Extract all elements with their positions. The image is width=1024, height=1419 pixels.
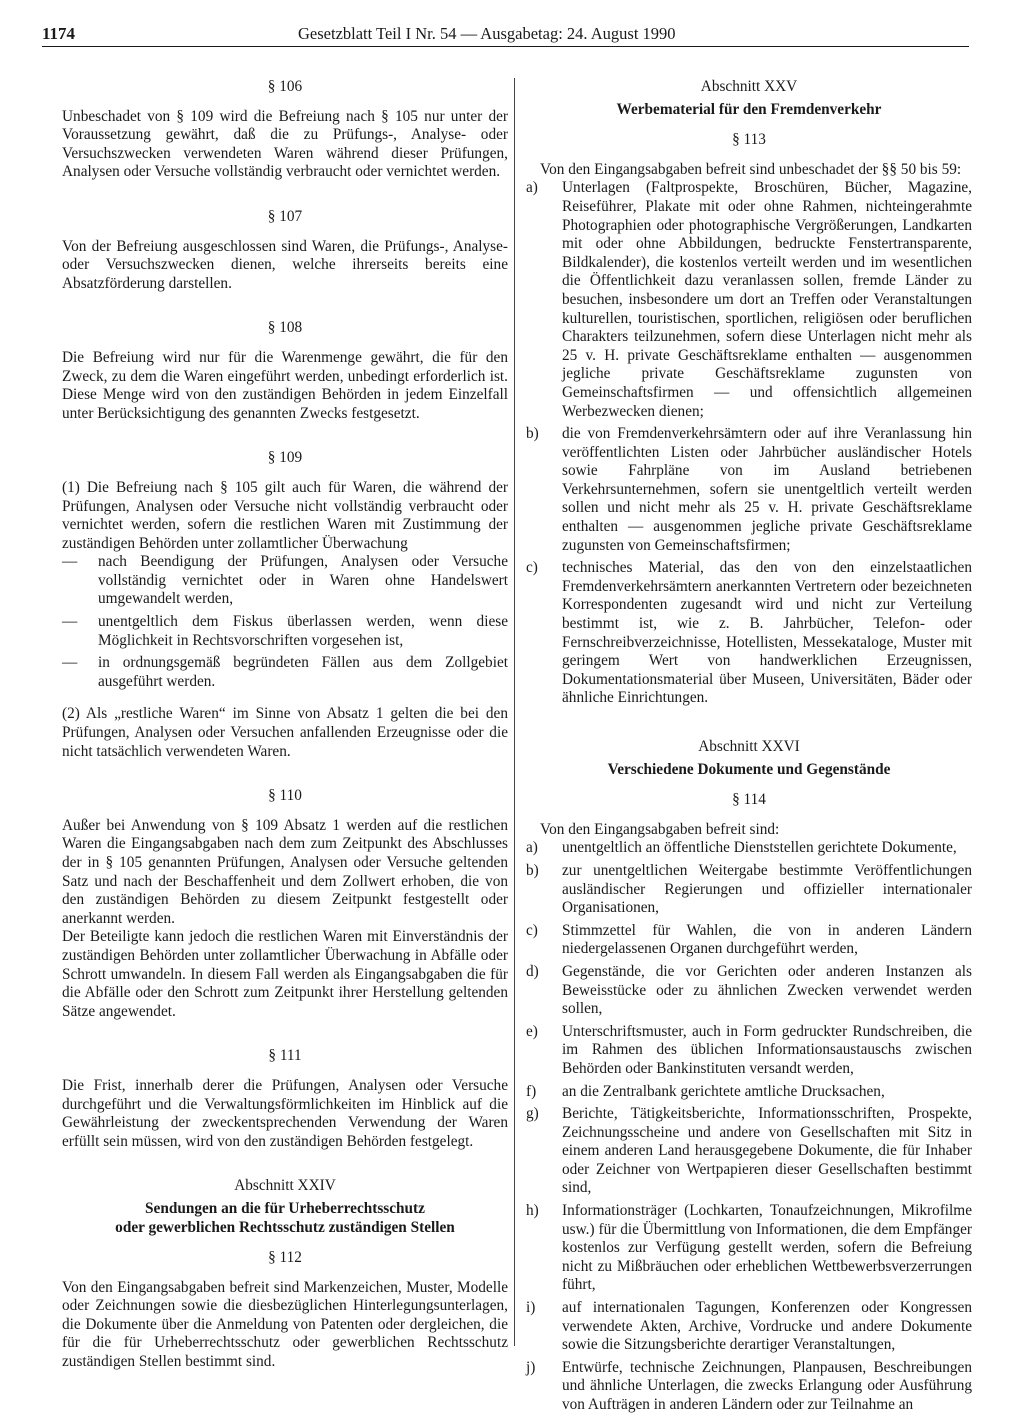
- enum-item: [526, 1299, 972, 1355]
- enum-item: [526, 1202, 972, 1295]
- enum-text: Unterschriftsmuster, auch in Form gedruckter Rundschreiben, die im Rahmen des üblichen Informationsaustauschs zwischen Behörden oder Bankinstituten versandt werden,: [562, 1022, 972, 1077]
- enum-label: i): [526, 1299, 536, 1317]
- enum-text: Unterlagen (Faltprospekte, Broschüren, Bücher, Magazine, Reiseführer, Plakate mit oder ohne Rahmen, nichteingerahmte Photographien oder photographische Vergrößerungen, Landkarten mit oder ohne Abbildungen, bedruckte Fenstertransparente, Bildkalender), die kostenlos verteilt werden und im wesentlichen die Öffentlichkeit dazu veranlassen sollen, fremde Länder zu besuchen, insbesondere um dort an Treffen oder Veranstaltungen kulturellen, touristischen, sportlichen, religiösen oder beruflichen Charakters teilzunehmen, sofern diese Unterlagen nicht mehr als 25 v. H. private Geschäftsreklame enthalten — ausgenommen jegliche private Geschäftsreklame zugunsten von Gemeinschaftsfirmen — und offensichtlich allgemeinen Werbezwecken dienen;: [562, 179, 972, 420]
- left-column: [62, 78, 508, 1372]
- section-text: Von den Eingangsabgaben befreit sind Markenzeichen, Muster, Modelle oder Zeichnungen sowie die diesbezüglichen Hinterlegungsunterlagen, die Dokumente über die Anmeldung von Patenten oder dergleichen, die für die für Urheberrechtsschutz oder gewerblichen Rechtsschutz zuständigen Stellen bestimmt sind.: [62, 1278, 508, 1371]
- right-column: [526, 78, 972, 1419]
- enum-label: c): [526, 559, 538, 577]
- enum-item: [526, 425, 972, 555]
- enum-item: [526, 1023, 972, 1079]
- enum-label: j): [526, 1358, 536, 1376]
- section-heading: § 107: [267, 207, 303, 225]
- dash-marker: —: [62, 613, 78, 631]
- enum-label: f): [526, 1082, 537, 1100]
- enum-text: auf internationalen Tagungen, Konferenzen oder Kongressen verwendete Akten, Archive, Vordrucke und andere Dokumente sowie die Sitzungsberichte derartiger Veranstaltungen,: [562, 1299, 972, 1354]
- dash-marker: —: [62, 553, 78, 571]
- enum-label: a): [526, 839, 538, 857]
- abschnitt-label: Abschnitt XXVI: [698, 738, 800, 755]
- section-intro: Von den Eingangsabgaben befreit sind:: [540, 820, 780, 838]
- enum-label: d): [526, 962, 539, 980]
- enum-item: [526, 839, 972, 858]
- section-paragraph: Der Beteiligte kann jedoch die restlichen Waren mit Einverständnis der zuständigen Behörden unter zollamtlicher Überwachung in Abfälle oder Schrott umwandeln. In diesem Fall werden als Eingangsabgaben die für die Abfälle oder den Schrott zum Zeitpunkt ihrer Herstellung geltenden Sätze angewendet.: [62, 928, 508, 1020]
- enum-text: an die Zentralbank gerichtete amtliche Drucksachen,: [562, 1082, 885, 1100]
- enum-text: die von Fremdenverkehrsämtern oder auf ihre Veranlassung hin veröffentlichten Listen oder Jahrbücher ausländischer Hotels sowie Fahrpläne von im Ausland betriebenen Verkehrsunternehmen, sofern sie unentgeltlich verteilt werden sollen und nicht mehr als 25 v. H. private Geschäftsreklame enthalten — ausgenommen jegliche private Geschäftsreklame zugunsten von Gemeinschaftsfirmen;: [562, 425, 972, 554]
- bullet-text: unentgeltlich dem Fiskus überlassen werden, wenn diese Möglichkeit in Rechtsvorschriften vorgesehen ist,: [98, 613, 508, 649]
- page-number: 1174: [42, 24, 76, 43]
- page-header: [42, 24, 969, 47]
- header-title: Gesetzblatt Teil I Nr. 54 — Ausgabetag: 24. August 1990: [298, 24, 676, 43]
- enum-item: [526, 1105, 972, 1198]
- enum-text: Stimmzettel für Wahlen, die von in anderen Ländern niedergelassenen Organen durchgeführt werden,: [562, 921, 972, 958]
- enum-text: Gegenstände, die vor Gerichten oder anderen Instanzen als Beweisstücke oder zu ähnlichen Zwecken verwendet werden sollen,: [562, 962, 972, 1018]
- enum-text: zur unentgeltlichen Weitergabe bestimmte Veröffentlichungen ausländischer Regierungen und offizieller internationaler Organisationen,: [562, 861, 972, 917]
- enum-item: [526, 963, 972, 1019]
- section-text: Von der Befreiung ausgeschlossen sind Waren, die Prüfungs-, Analyse- oder Versuchszwecken dienen, welche ihrerseits bereits eine Absatzförderung darstellen.: [62, 237, 508, 292]
- enum-label: a): [526, 179, 538, 197]
- enum-item: [526, 922, 972, 959]
- dash-marker: —: [62, 654, 78, 672]
- section-heading: § 113: [732, 131, 766, 149]
- enum-label: e): [526, 1022, 538, 1040]
- enum-item: [526, 1083, 972, 1102]
- enum-text: Berichte, Tätigkeitsberichte, Informationsschriften, Prospekte, Zeichnungsscheine und andere von Gesellschaften mit Sitz in einem anderen Land herausgegebene Dokumente, die für Inhaber oder Zeichner von Wertpapieren dieser Gesellschaften bestimmt sind,: [562, 1105, 972, 1197]
- abschnitt-title: Sendungen an die für Urheberrechtsschutz: [145, 1199, 425, 1217]
- enum-item: [526, 862, 972, 918]
- enum-label: b): [526, 861, 539, 879]
- enum-item: [526, 559, 972, 708]
- abschnitt-label: Abschnitt XXV: [700, 78, 798, 95]
- bullet-list: [62, 553, 508, 691]
- bullet-text: in ordnungsgemäß begründeten Fällen aus dem Zollgebiet ausgeführt werden.: [98, 654, 508, 690]
- section-heading: § 109: [267, 449, 303, 467]
- bullet-item: [62, 553, 508, 609]
- section-heading: § 111: [268, 1047, 302, 1065]
- enum-text: unentgeltlich an öffentliche Dienststellen gerichtete Dokumente,: [562, 839, 957, 857]
- abschnitt-title: oder gewerblichen Rechtsschutz zuständigen Stellen: [115, 1218, 455, 1236]
- section-heading: § 106: [267, 78, 303, 95]
- enum-label: b): [526, 425, 539, 443]
- section-heading: § 114: [732, 791, 766, 809]
- abschnitt-title: Werbematerial für den Fremdenverkehr: [616, 100, 882, 118]
- section-text: Die Befreiung wird nur für die Warenmenge gewährt, die für den Zweck, zu dem die Waren eingeführt werden, unbedingt erforderlich ist. Diese Menge wird von den zuständigen Behörden in jedem Einzelfall unter Berücksichtigung des genannten Zwecks festgesetzt.: [62, 348, 508, 422]
- abschnitt-label: Abschnitt XXIV: [234, 1177, 336, 1195]
- column-divider: [514, 78, 515, 1346]
- enum-text: Entwürfe, technische Zeichnungen, Planpausen, Beschreibungen und ähnliche Unterlagen, die zwecks Erlangung oder Ausführung von Aufträgen in anderen Ländern oder zur Teilnahme an: [562, 1358, 972, 1413]
- section-heading: § 110: [268, 787, 302, 805]
- bullet-item: [62, 613, 508, 650]
- bullet-text: nach Beendigung der Prüfungen, Analysen oder Versuche vollständig vernichtet oder in Waren ohne Handelswert umgewandelt werden,: [98, 553, 508, 608]
- abschnitt-title: Verschiedene Dokumente und Gegenstände: [607, 760, 891, 778]
- section-intro: Von den Eingangsabgaben befreit sind unbeschadet der §§ 50 bis 59:: [540, 160, 962, 178]
- enum-text: Informationsträger (Lochkarten, Tonaufzeichnungen, Mikrofilme usw.) für die Übermittlung von Informationen, die dem Empfänger kostenlos zur Verfügung gestellt werden, sofern die Befreiung nicht zu Mißbräuchen oder erheblichen Wettbewerbsverzerrungen führt,: [562, 1202, 972, 1294]
- section-paragraph: (2) Als „restliche Waren“ im Sinne von Absatz 1 gelten die bei den Prüfungen, Analysen oder Versuchen anfallenden Erzeugnisse oder die nicht tatsächlich verwendeten Waren.: [62, 705, 508, 760]
- section-paragraph: (1) Die Befreiung nach § 105 gilt auch für Waren, die während der Prüfungen, Analysen oder Versuche nicht vollständig verbraucht oder vernichtet werden, sofern die restlichen Waren mit Zustimmung der zuständigen Behörden unter zollamtlicher Überwachung: [62, 478, 508, 552]
- enum-label: c): [526, 921, 538, 939]
- enum-text: technisches Material, das den von den einzelstaatlichen Fremdenverkehrsämtern anerkannten Vertretern oder bezeichneten Korrespondenten zugesandt wird und nicht zur Verteilung bestimmt ist, wie z. B. Jahrbücher, Telefon- oder Fernschreibverzeichnisse, Hotellisten, Messekataloge, Muster mit geringem Wert von handwerklichen Erzeugnissen, Dokumentationsmaterial über Museen, Universitäten, Bäder oder ähnliche Einrichtungen.: [562, 559, 972, 707]
- section-heading: § 108: [267, 319, 303, 337]
- section-paragraph: Außer bei Anwendung von § 109 Absatz 1 werden auf die restlichen Waren die Eingangsabgaben nach dem zum Zeitpunkt des Abschlusses der in § 105 genannten Prüfungen, Analysen oder Versuche geltenden Satz und nach der Beschaffenheit und dem Zollwert erhoben, die von den zuständigen Behörden zu diesem Zeitpunkt festgestellt oder anerkannt werden.: [62, 816, 508, 927]
- bullet-item: [62, 654, 508, 691]
- enum-item: [526, 179, 972, 421]
- section-text: Die Frist, innerhalb derer die Prüfungen, Analysen oder Versuche durchgeführt und die Verwaltungsförmlichkeiten im Hinblick auf die Gewährleistung der zweckentsprechenden Verwendung der Waren erfüllt sein müssen, wird von den zuständigen Behörden festgelegt.: [62, 1076, 508, 1150]
- enum-label: h): [526, 1202, 539, 1220]
- enum-item: [526, 1359, 972, 1415]
- enum-label: g): [526, 1105, 539, 1123]
- section-heading: § 112: [268, 1249, 302, 1267]
- section-text: Unbeschadet von § 109 wird die Befreiung nach § 105 nur unter der Voraussetzung gewährt, daß die zu Prüfungs-, Analyse- oder Versuchszwecken verwendeten Waren während dieser Prüfungen, Analysen oder Versuche vollständig verbraucht oder vernichtet werden.: [62, 107, 508, 181]
